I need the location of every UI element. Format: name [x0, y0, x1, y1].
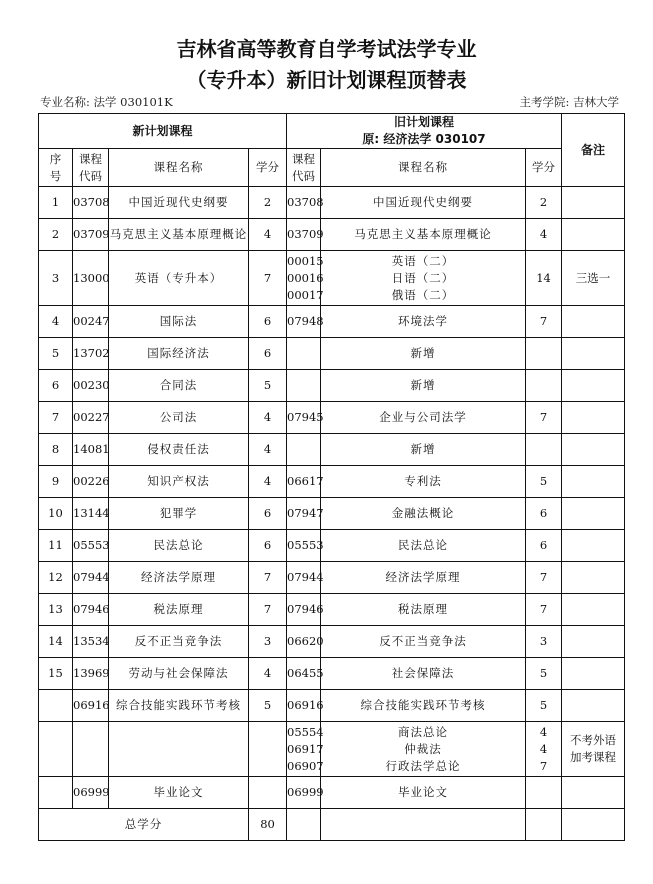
seq-header-l2: 号 — [49, 168, 62, 183]
credit-cell: 7 — [249, 594, 287, 626]
credit-cell — [249, 777, 287, 809]
old-plan-header-major: 原: 经济法学 030107 — [362, 132, 486, 146]
old-code-line: 06917 — [287, 741, 324, 756]
old-code-cell — [287, 251, 324, 306]
old-name-line: 俄语（二） — [391, 287, 455, 302]
seq-cell: 11 — [39, 530, 73, 562]
old-name-cell — [321, 251, 526, 306]
seq-cell: 1 — [39, 187, 73, 219]
header-column-row — [39, 149, 625, 187]
credit-cell — [249, 722, 287, 777]
old-credit-cell: 6 — [526, 530, 562, 562]
old-credit-cell: 5 — [526, 690, 562, 722]
old-name-cell: 新增 — [321, 338, 526, 370]
old-name-line: 日语（二） — [391, 270, 455, 285]
name-cell: 经济法学原理 — [109, 562, 249, 594]
old-credit-cell: 4 — [526, 219, 562, 251]
old-name-cell: 新增 — [321, 370, 526, 402]
old-code-cell: 06620 — [287, 626, 321, 658]
remark-cell — [562, 658, 625, 690]
old-code-cell — [287, 434, 321, 466]
header-group-row — [39, 114, 625, 149]
old-name-cell — [321, 722, 526, 777]
code-cell: 07946 — [73, 594, 109, 626]
remark-cell — [562, 466, 625, 498]
table-row — [39, 658, 625, 690]
old-credit-cell: 7 — [526, 562, 562, 594]
code-cell: 13969 — [73, 658, 109, 690]
credit-cell: 4 — [249, 466, 287, 498]
code-cell: 06999 — [73, 777, 109, 809]
old-code-line: 06907 — [287, 758, 324, 773]
credit-cell: 7 — [249, 562, 287, 594]
name-cell: 中国近现代史纲要 — [109, 187, 249, 219]
old-code-cell: 06455 — [287, 658, 321, 690]
code-header — [73, 149, 109, 187]
old-name-cell: 反不正当竞争法 — [321, 626, 526, 658]
remark-line: 加考课程 — [570, 750, 617, 764]
seq-cell: 14 — [39, 626, 73, 658]
name-cell: 反不正当竞争法 — [109, 626, 249, 658]
old-credit-header: 学分 — [526, 149, 562, 187]
old-code-cell: 07944 — [287, 562, 321, 594]
old-name-cell: 环境法学 — [321, 306, 526, 338]
code-cell: 05553 — [73, 530, 109, 562]
seq-cell: 12 — [39, 562, 73, 594]
old-credit-line: 7 — [539, 758, 548, 773]
seq-header — [39, 149, 73, 187]
old-credit-cell — [526, 777, 562, 809]
old-code-cell: 07945 — [287, 402, 321, 434]
old-name-cell: 专利法 — [321, 466, 526, 498]
remark-cell — [562, 562, 625, 594]
code-cell: 00226 — [73, 466, 109, 498]
seq-cell: 6 — [39, 370, 73, 402]
remark-cell — [562, 370, 625, 402]
old-code-cell: 03709 — [287, 219, 321, 251]
seq-cell: 8 — [39, 434, 73, 466]
credit-cell: 4 — [249, 658, 287, 690]
old-name-cell: 新增 — [321, 434, 526, 466]
credit-cell: 3 — [249, 626, 287, 658]
old-name-line: 仲裁法 — [404, 741, 442, 756]
old-name-cell: 毕业论文 — [321, 777, 526, 809]
seq-cell: 5 — [39, 338, 73, 370]
old-name-cell: 民法总论 — [321, 530, 526, 562]
code-cell: 14081 — [73, 434, 109, 466]
seq-cell: 7 — [39, 402, 73, 434]
seq-cell: 3 — [39, 251, 73, 306]
code-header-l1: 课程 — [79, 151, 102, 166]
old-name-cell: 企业与公司法学 — [321, 402, 526, 434]
page-title-line1: 吉林省高等教育自学考试法学专业 — [176, 37, 477, 61]
old-name-cell: 马克思主义基本原理概论 — [321, 219, 526, 251]
seq-header-l1: 序 — [49, 151, 62, 166]
name-cell: 毕业论文 — [109, 777, 249, 809]
code-cell: 13000 — [73, 251, 109, 306]
credit-cell: 4 — [249, 402, 287, 434]
old-credit-cell — [526, 370, 562, 402]
old-credit-cell — [526, 722, 562, 777]
name-cell: 英语（专升本） — [109, 251, 249, 306]
code-cell: 13534 — [73, 626, 109, 658]
table-row — [39, 722, 625, 777]
seq-cell: 13 — [39, 594, 73, 626]
remark-cell — [562, 626, 625, 658]
remark-cell — [562, 219, 625, 251]
old-credit-cell: 2 — [526, 187, 562, 219]
name-header: 课程名称 — [109, 149, 249, 187]
code-cell: 03709 — [73, 219, 109, 251]
major-name: 专业名称: 法学 030101K — [40, 95, 173, 109]
code-cell: 03708 — [73, 187, 109, 219]
table-row — [39, 562, 625, 594]
empty-cell — [287, 809, 321, 841]
credit-cell: 5 — [249, 370, 287, 402]
remark-cell — [562, 306, 625, 338]
table-row — [39, 530, 625, 562]
code-cell: 06916 — [73, 690, 109, 722]
old-code-cell: 06617 — [287, 466, 321, 498]
seq-cell: 9 — [39, 466, 73, 498]
old-credit-cell: 7 — [526, 594, 562, 626]
seq-cell — [39, 690, 73, 722]
table-row — [39, 594, 625, 626]
old-code-line: 05554 — [287, 724, 324, 739]
seq-cell: 10 — [39, 498, 73, 530]
code-cell: 00227 — [73, 402, 109, 434]
credit-cell: 4 — [249, 434, 287, 466]
remark-cell — [562, 338, 625, 370]
old-code-cell — [287, 338, 321, 370]
table-row — [39, 402, 625, 434]
old-code-cell: 03708 — [287, 187, 321, 219]
old-code-header-l2: 代码 — [292, 168, 316, 183]
old-name-cell: 中国近现代史纲要 — [321, 187, 526, 219]
old-code-cell: 06916 — [287, 690, 321, 722]
course-replacement-table — [38, 113, 625, 841]
seq-cell: 15 — [39, 658, 73, 690]
name-cell: 侵权责任法 — [109, 434, 249, 466]
empty-cell — [526, 809, 562, 841]
old-credit-cell — [526, 338, 562, 370]
old-code-cell — [287, 370, 321, 402]
seq-cell — [39, 777, 73, 809]
old-credit-cell: 14 — [526, 251, 562, 306]
old-code-line: 00015 — [287, 253, 324, 268]
credit-cell: 4 — [249, 219, 287, 251]
credit-header: 学分 — [249, 149, 287, 187]
remark-cell — [562, 187, 625, 219]
table-row — [39, 306, 625, 338]
old-credit-cell: 3 — [526, 626, 562, 658]
old-code-cell: 07948 — [287, 306, 321, 338]
credit-cell: 6 — [249, 306, 287, 338]
old-plan-header — [287, 114, 562, 149]
remark-cell — [562, 402, 625, 434]
code-cell — [73, 722, 109, 777]
old-name-header: 课程名称 — [321, 149, 526, 187]
credit-cell: 2 — [249, 187, 287, 219]
credit-cell: 7 — [249, 251, 287, 306]
old-code-cell: 06999 — [287, 777, 321, 809]
remark-line: 不考外语 — [570, 733, 617, 747]
remark-cell — [562, 690, 625, 722]
old-name-line: 行政法学总论 — [385, 758, 461, 773]
old-plan-header-title: 旧计划课程 — [394, 115, 455, 129]
page-title-line2: （专升本）新旧计划课程顶替表 — [186, 68, 467, 92]
name-cell: 马克思主义基本原理概论 — [109, 219, 249, 251]
seq-cell: 2 — [39, 219, 73, 251]
remark-header: 备注 — [562, 114, 625, 187]
old-credit-line: 4 — [539, 741, 548, 756]
old-name-cell: 经济法学原理 — [321, 562, 526, 594]
total-label: 总学分 — [39, 809, 249, 841]
code-cell: 00247 — [73, 306, 109, 338]
name-cell: 知识产权法 — [109, 466, 249, 498]
new-plan-header: 新计划课程 — [39, 114, 287, 149]
total-row — [39, 809, 625, 841]
table-row — [39, 777, 625, 809]
table-row — [39, 251, 625, 306]
old-name-cell: 税法原理 — [321, 594, 526, 626]
remark-cell — [562, 722, 625, 777]
old-name-cell: 金融法概论 — [321, 498, 526, 530]
remark-cell — [562, 530, 625, 562]
old-code-cell: 07947 — [287, 498, 321, 530]
remark-cell — [562, 498, 625, 530]
remark-cell — [562, 434, 625, 466]
name-cell: 犯罪学 — [109, 498, 249, 530]
old-code-line: 00016 — [287, 270, 324, 285]
old-credit-line: 4 — [539, 724, 548, 739]
code-cell: 07944 — [73, 562, 109, 594]
name-cell — [109, 722, 249, 777]
credit-cell: 6 — [249, 338, 287, 370]
old-credit-cell: 6 — [526, 498, 562, 530]
old-name-line: 商法总论 — [398, 724, 449, 739]
old-code-header — [287, 149, 321, 187]
table-row — [39, 187, 625, 219]
table-row — [39, 690, 625, 722]
old-credit-cell: 7 — [526, 402, 562, 434]
old-code-cell: 05553 — [287, 530, 321, 562]
table-row — [39, 338, 625, 370]
empty-cell — [321, 809, 526, 841]
seq-cell — [39, 722, 73, 777]
old-credit-cell: 5 — [526, 658, 562, 690]
old-name-line: 英语（二） — [391, 253, 455, 268]
name-cell: 劳动与社会保障法 — [109, 658, 249, 690]
code-cell: 13144 — [73, 498, 109, 530]
old-name-cell: 综合技能实践环节考核 — [321, 690, 526, 722]
old-name-cell: 社会保障法 — [321, 658, 526, 690]
credit-cell: 6 — [249, 498, 287, 530]
exam-school: 主考学院: 吉林大学 — [519, 95, 619, 109]
name-cell: 国际法 — [109, 306, 249, 338]
remark-cell — [562, 777, 625, 809]
total-value: 80 — [249, 809, 287, 841]
remark-cell: 三选一 — [562, 251, 625, 306]
table-row — [39, 434, 625, 466]
name-cell: 国际经济法 — [109, 338, 249, 370]
old-code-header-l1: 课程 — [292, 151, 316, 166]
credit-cell: 5 — [249, 690, 287, 722]
name-cell: 民法总论 — [109, 530, 249, 562]
old-credit-cell: 5 — [526, 466, 562, 498]
table-row — [39, 498, 625, 530]
code-header-l2: 代码 — [79, 168, 102, 183]
seq-cell: 4 — [39, 306, 73, 338]
old-code-cell — [287, 722, 324, 777]
old-credit-cell: 7 — [526, 306, 562, 338]
code-cell: 13702 — [73, 338, 109, 370]
credit-cell: 6 — [249, 530, 287, 562]
remark-cell — [562, 594, 625, 626]
old-code-cell: 07946 — [287, 594, 321, 626]
table-row — [39, 219, 625, 251]
name-cell: 合同法 — [109, 370, 249, 402]
name-cell: 公司法 — [109, 402, 249, 434]
empty-cell — [562, 809, 625, 841]
code-cell: 00230 — [73, 370, 109, 402]
old-code-line: 00017 — [287, 287, 324, 302]
name-cell: 税法原理 — [109, 594, 249, 626]
table-row — [39, 466, 625, 498]
name-cell: 综合技能实践环节考核 — [109, 690, 249, 722]
table-row — [39, 626, 625, 658]
old-credit-cell — [526, 434, 562, 466]
table-row — [39, 370, 625, 402]
